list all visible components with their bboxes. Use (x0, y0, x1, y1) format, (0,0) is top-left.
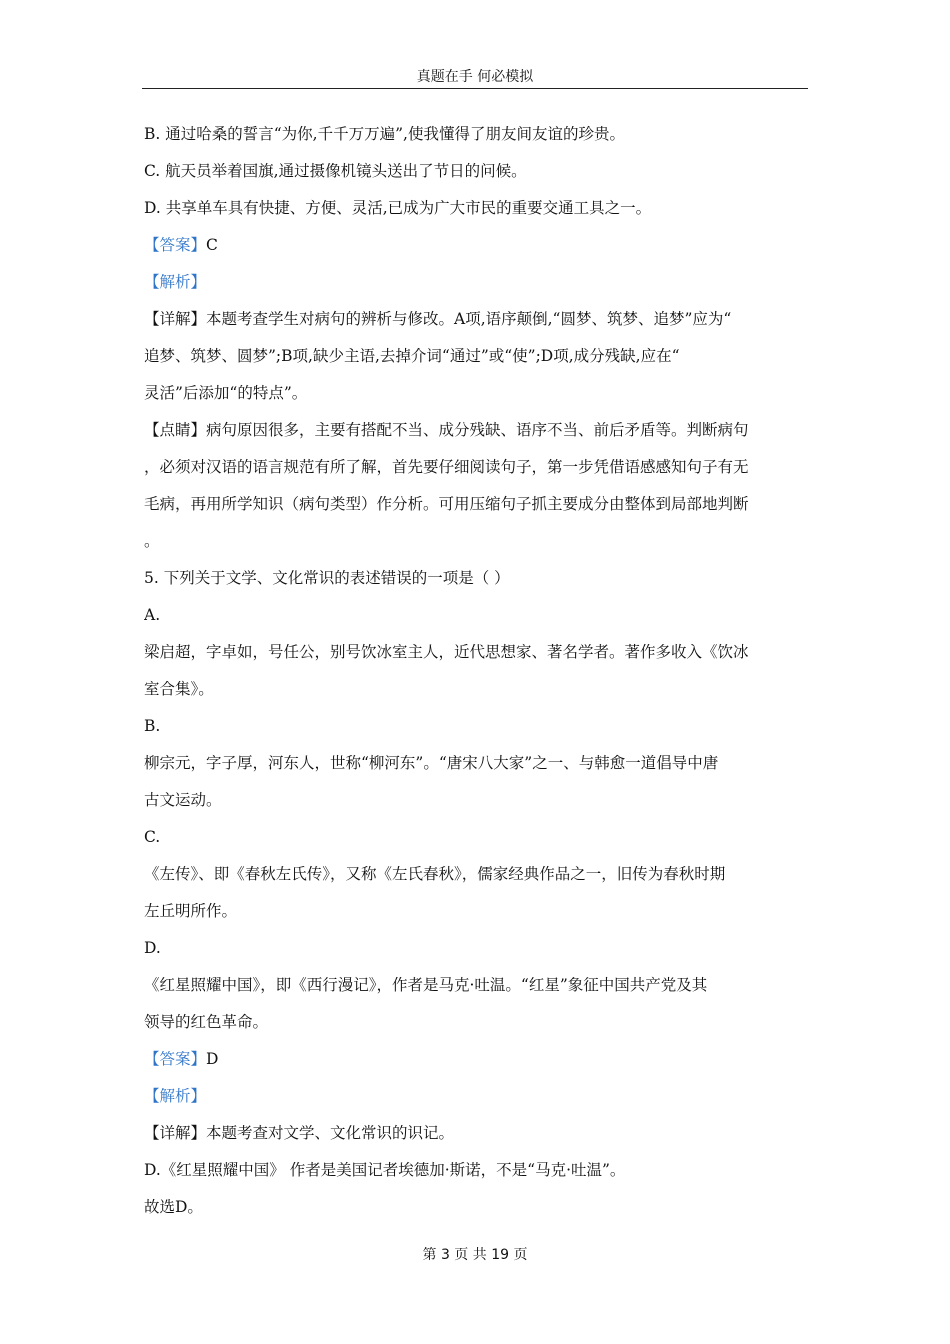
text-line: 毛病，再用所学知识（病句类型）作分析。可用压缩句子抓主要成分由整体到局部地判断 (144, 495, 749, 513)
text-line: 古文运动。 (144, 791, 222, 809)
text-line: D. (144, 939, 161, 957)
header-divider (142, 88, 808, 89)
text-line: B. 通过哈桑的誓言“为你,千千万万遍”,使我懂得了朋友间友谊的珍贵。 (144, 125, 625, 143)
answer-section-line (144, 227, 806, 264)
text-line: B. (144, 717, 161, 735)
text-line: 《红星照耀中国》，即《西行漫记》，作者是马克·吐温。“红星”象征中国共产党及其 (144, 976, 708, 994)
text-line: 【点睛】病句原因很多，主要有搭配不当、成分残缺、语序不当、前后矛盾等。判断病句 (144, 421, 749, 439)
text-line: 追梦、筑梦、圆梦”;B项,缺少主语,去掉介词“通过”或“使”;D项,成分残缺,应在“ (144, 347, 680, 365)
section-value: C (206, 236, 218, 254)
text-line: 【详解】本题考查对文学、文化常识的识记。 (144, 1124, 455, 1142)
section-tag: 【答案】 (144, 236, 207, 254)
section-tag: 【答案】 (144, 1050, 207, 1068)
page-header: 真题在手 何必模拟 (416, 69, 534, 85)
answer-section-line (144, 1041, 806, 1078)
text-line: 《左传》、即《春秋左氏传》，又称《左氏春秋》，儒家经典作品之一，旧传为春秋时期 (144, 865, 726, 883)
text-line: 。 (144, 532, 160, 550)
text-line: C. 航天员举着国旗,通过摄像机镜头送出了节日的问候。 (144, 162, 527, 180)
section-tag: 【解析】 (144, 1087, 207, 1105)
text-line: C. (144, 828, 161, 846)
text-line: 左丘明所作。 (144, 902, 238, 920)
text-line: 领导的红色革命。 (144, 1013, 269, 1031)
text-line: 柳宗元，字子厚，河东人，世称“柳河东”。“唐宋八大家”之一、与韩愈一道倡导中唐 (144, 754, 719, 772)
answer-section-line (144, 264, 806, 301)
text-line: D. 共享单车具有快捷、方便、灵活,已成为广大市民的重要交通工具之一。 (144, 199, 652, 217)
text-line: D.《红星照耀中国》 作者是美国记者埃德加·斯诺，不是“马克·吐温”。 (144, 1161, 626, 1179)
text-line: 室合集》。 (144, 680, 214, 698)
page-number: 第 3 页 共 19 页 (422, 1247, 528, 1263)
text-line: 灵活”后添加“的特点”。 (144, 384, 308, 402)
text-line: A. (144, 606, 161, 624)
document-body (144, 116, 806, 1226)
text-line: 5. 下列关于文学、文化常识的表述错误的一项是（ ） (144, 569, 510, 587)
text-line: 梁启超，字卓如，号任公，别号饮冰室主人，近代思想家、著名学者。著作多收入《饮冰 (144, 643, 749, 661)
text-line: 【详解】本题考查学生对病句的辨析与修改。A项,语序颠倒,“圆梦、筑梦、追梦”应为“ (144, 310, 732, 328)
text-line: ，必须对汉语的语言规范有所了解，首先要仔细阅读句子，第一步凭借语感感知句子有无 (144, 458, 749, 476)
section-value: D (206, 1050, 219, 1068)
section-tag: 【解析】 (144, 273, 207, 291)
text-line: 故选D。 (144, 1198, 203, 1216)
answer-section-line (144, 1078, 806, 1115)
